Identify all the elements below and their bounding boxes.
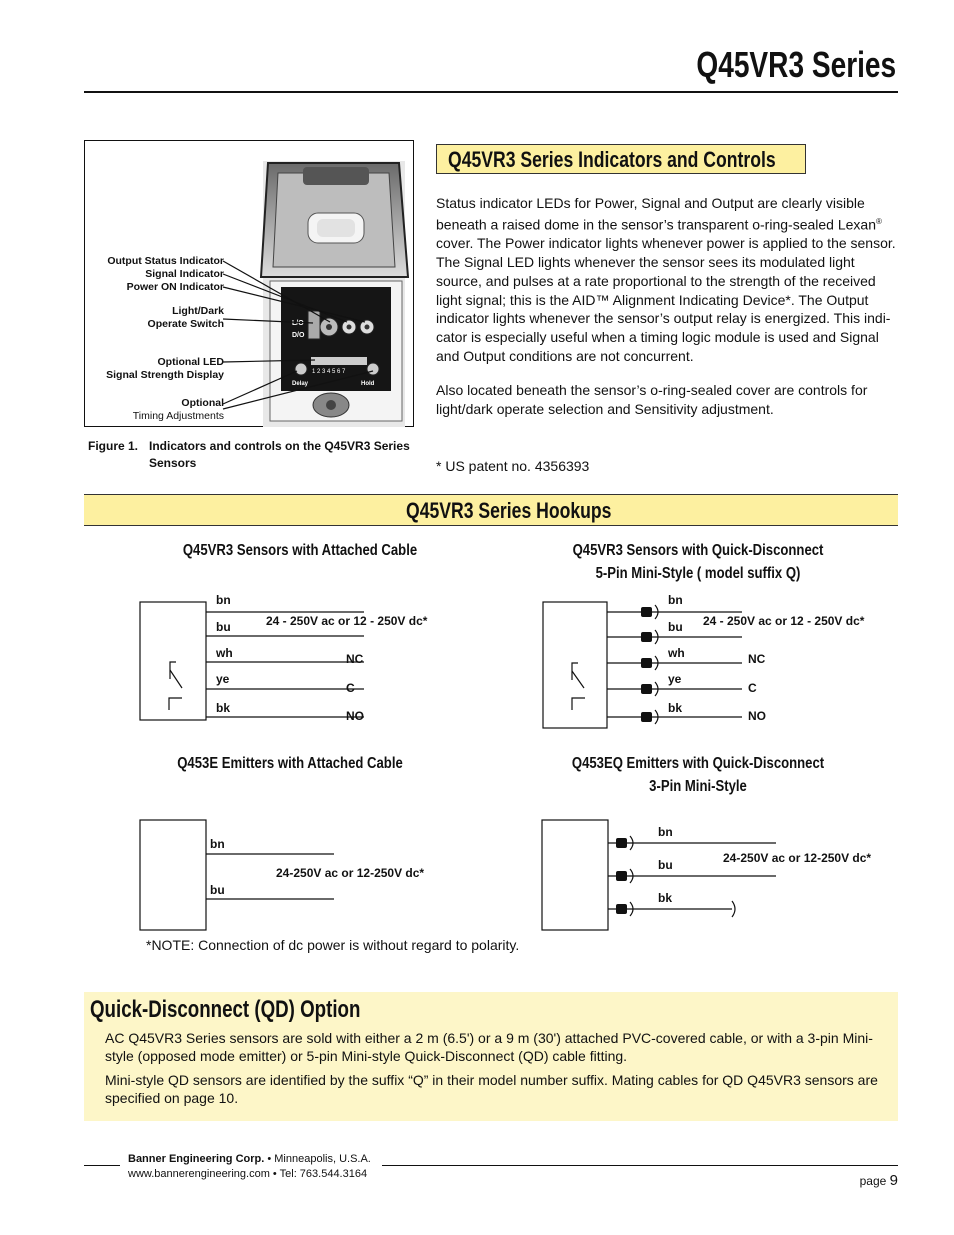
footer-rule-right xyxy=(382,1165,898,1166)
d3-wire-bu: bu xyxy=(210,883,225,897)
indicators-paragraph-2: Also located beneath the sensor’s o-ring-sealed cover are controls for light/dark operate selection and Sensitivity adjustment. xyxy=(436,382,868,417)
diagram4-title-line2: 3-Pin Mini-Style xyxy=(649,778,747,795)
diagram1-wiring xyxy=(136,590,376,730)
d1-wire-bn: bn xyxy=(216,593,231,607)
indicators-p1-b: cover. The Power indicator lights whenever power is applied to the sensor. The Signal LED lights whenever the sensor sees its modulated light source, and pulses at a rate proportional to the strength of the received light signal; this is the AID™ Alignment Indicating Device*. The Output indicator lights whenever the sensor’s output relay is energized. This indi-cator is especially useful when a timing logic module is used and Signal and Output conditions are not concurrent. xyxy=(436,235,896,365)
label-output-status: Output Status Indicator xyxy=(107,255,224,267)
d1-supply: 24 - 250V ac or 12 - 250V dc* xyxy=(266,614,428,628)
d2-supply: 24 - 250V ac or 12 - 250V dc* xyxy=(703,614,865,628)
label-optional: Optional xyxy=(181,397,224,409)
footer-location: • Minneapolis, U.S.A. xyxy=(264,1153,371,1165)
label-operate-switch: Operate Switch xyxy=(147,318,224,330)
d4-wire-bn: bn xyxy=(658,825,673,839)
figure-caption-label: Figure 1. xyxy=(88,439,139,453)
qd-paragraph-1: AC Q45VR3 Series sensors are sold with either a 2 m (6.5') or a 9 m (30') attached PVC-covered cable, or with a 3-pin Mini-style (opposed mode emitter) or 5-pin Mini-style Quick-Disconnect (QD) cable fitting. xyxy=(105,1030,873,1064)
footer-web-line: www.bannerengineering.com • Tel: 763.544.3164 xyxy=(128,1168,368,1180)
figure-caption xyxy=(88,438,410,472)
registered-mark: ® xyxy=(875,216,882,226)
d3-wire-bn: bn xyxy=(210,837,225,851)
footer-company-line xyxy=(128,1153,371,1165)
d2-wire-wh: wh xyxy=(668,646,685,660)
photo-text-hold: Hold xyxy=(361,381,375,387)
diagram2-title-line2: 5-Pin Mini-Style ( model suffix Q) xyxy=(595,565,801,582)
diagram4-title xyxy=(559,752,838,798)
indicators-heading-bar xyxy=(436,144,806,174)
page-label: page xyxy=(859,1174,890,1188)
photo-text-delay: Delay xyxy=(292,381,309,387)
figure-caption-line1: Indicators and controls on the Q45VR3 Series xyxy=(149,439,410,453)
page-number-value: 9 xyxy=(889,1172,898,1189)
d1-output-c: C xyxy=(346,681,355,695)
d1-wire-ye: ye xyxy=(216,672,230,686)
d2-wire-bu: bu xyxy=(668,620,683,634)
d4-supply: 24-250V ac or 12-250V dc* xyxy=(723,851,872,865)
hookups-heading-bar xyxy=(84,494,898,526)
diagram4-title-line1: Q453EQ Emitters with Quick-Disconnect xyxy=(571,755,825,772)
d2-output-nc: NC xyxy=(748,652,766,666)
qd-heading: Quick-Disconnect (QD) Option xyxy=(90,996,361,1023)
diagram3-title: Q453E Emitters with Attached Cable xyxy=(177,755,403,772)
page-number xyxy=(860,1172,898,1189)
label-power-on: Power ON Indicator xyxy=(126,281,224,293)
footer-rule-left xyxy=(84,1165,120,1166)
figure-caption-line2: Sensors xyxy=(149,456,197,470)
label-timing-adjustments: Timing Adjustments xyxy=(132,410,224,422)
diagram2-title-line1: Q45VR3 Sensors with Quick-Disconnect xyxy=(572,542,824,559)
indicators-p1-a: Status indicator LEDs for Power, Signal and Output are clearly visible beneath a raised dome in the sensor’s transparent o-ring-sealed Lexan xyxy=(436,195,876,233)
photo-text-digits: 1 2 3 4 5 6 7 xyxy=(312,369,346,375)
diagram1-title: Q45VR3 Sensors with Attached Cable xyxy=(182,542,418,559)
dc-polarity-note: *NOTE: Connection of dc power is without regard to polarity. xyxy=(146,937,520,953)
d1-output-nc: NC xyxy=(346,652,364,666)
label-light-dark: Light/Dark xyxy=(172,305,224,317)
footer-company: Banner Engineering Corp. xyxy=(128,1153,265,1165)
patent-note: * US patent no. 4356393 xyxy=(436,458,590,474)
hookups-heading: Q45VR3 Series Hookups xyxy=(406,498,612,523)
d2-output-c: C xyxy=(748,681,757,695)
d2-wire-bn: bn xyxy=(668,593,683,607)
page-title: Q45VR3 Series xyxy=(696,44,896,85)
label-signal-strength: Signal Strength Display xyxy=(106,369,224,381)
indicators-heading: Q45VR3 Series Indicators and Controls xyxy=(448,147,776,172)
photo-text-lo: L/O xyxy=(292,320,304,327)
diagram2-title xyxy=(559,539,838,585)
label-optional-led: Optional LED xyxy=(157,356,224,368)
d4-wire-bu: bu xyxy=(658,858,673,872)
d4-wire-bk: bk xyxy=(658,891,673,905)
label-signal-indicator: Signal Indicator xyxy=(145,268,224,280)
d1-output-no: NO xyxy=(346,709,364,723)
figure-box xyxy=(84,140,414,427)
d3-supply: 24-250V ac or 12-250V dc* xyxy=(276,866,425,880)
d2-output-no: NO xyxy=(748,709,766,723)
photo-text-do: D/O xyxy=(292,332,305,339)
qd-paragraph-2: Mini-style QD sensors are identified by the suffix “Q” in their model number suffix. Mating cables for QD Q45VR3 sensors are specified on page 10. xyxy=(105,1072,878,1106)
d1-wire-bk: bk xyxy=(216,701,231,715)
d2-wire-ye: ye xyxy=(668,672,682,686)
d1-wire-bu: bu xyxy=(216,620,231,634)
d1-wire-wh: wh xyxy=(216,646,233,660)
d2-wire-bk: bk xyxy=(668,701,683,715)
title-rule xyxy=(84,91,898,93)
indicators-paragraph-1 xyxy=(436,194,898,366)
